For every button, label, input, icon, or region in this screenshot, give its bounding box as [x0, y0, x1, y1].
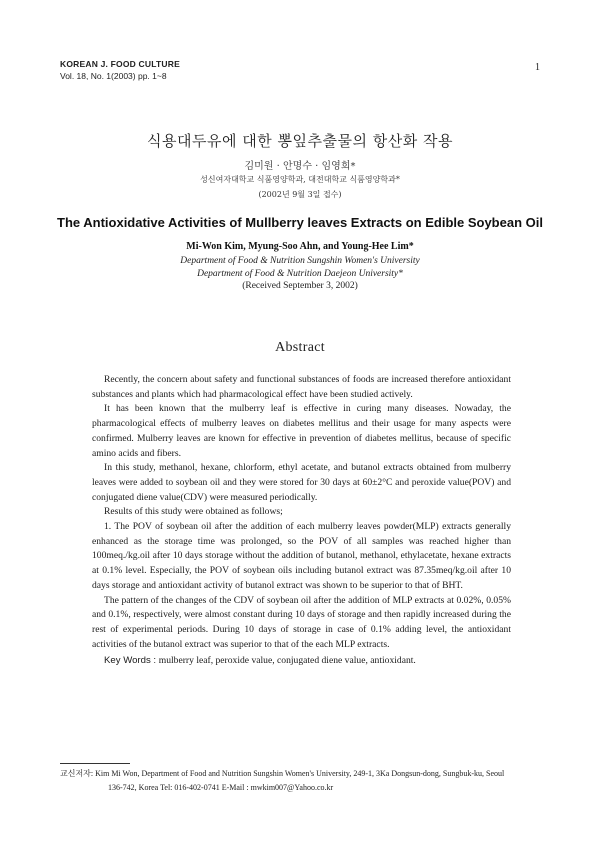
journal-name: KOREAN J. FOOD CULTURE — [60, 59, 180, 69]
footnote-divider — [60, 763, 130, 764]
page-number: 1 — [535, 62, 540, 73]
footnote-label: 교신저자: — [60, 769, 96, 778]
abstract-paragraph: The pattern of the changes of the CDV of soybean oil after the addition of MLP extracts at 0.02%, 0.05% and 0.1%, respectively, were almost constant during 10 days of storage and then rapidly increased during the rest of experimental periods. During 10 days of storage in case of 0.1% adding level, the antioxidant activities of the butanol extract was superior to that of the each MLP extracts. — [92, 594, 511, 650]
korean-affiliation: 성신여자대학교 식품영양학과, 대전대학교 식품영양학과* — [200, 175, 400, 184]
korean-title: 식용대두유에 대한 뽕잎추출물의 항산화 작용 — [147, 132, 453, 150]
volume-info: Vol. 18, No. 1(2003) pp. 1~8 — [60, 71, 167, 81]
footnote-text-1: Kim Mi Won, Department of Food and Nutrition Sungshin Women's University, 249-1, 3Ka Dongsun-dong, Sungbuk-ku, Seoul — [95, 769, 505, 778]
footnote-line-2: 136-742, Korea Tel: 016-402-0741 E-Mail : mwkim007@Yahoo.co.kr — [108, 783, 334, 792]
footnote-line-1 — [60, 767, 550, 781]
english-affiliation-1: Department of Food & Nutrition Sungshin Women's University — [180, 256, 420, 266]
abstract-body — [92, 373, 511, 669]
keywords-text: mulberry leaf, peroxide value, conjugated diene value, antioxidant. — [158, 655, 416, 667]
abstract-paragraph: 1. The POV of soybean oil after the addition of each mulberry leaves powder(MLP) extracts generally enhanced as the storage time was prolonged, so the POV of all samples was reached higher than 100meq./kg.oil after 10 days storage without the addition of butanol, methanol, ethylacetate, hexane extracts at 0.1% level. Especially, the POV of soybean oils including butanol extract was 87.35meq/kg.oil after 10 days storage and antioxidant activity of butanol extract was shown to be superior to that of BHT. — [92, 521, 511, 591]
korean-authors: 김미원 · 안명수 · 임영희* — [244, 161, 356, 172]
english-title: The Antioxidative Activities of Mullberry leaves Extracts on Edible Soybean Oil — [57, 215, 543, 230]
abstract-paragraph: Results of this study were obtained as follows; — [104, 506, 283, 518]
english-received-date: (Received September 3, 2002) — [242, 281, 358, 291]
abstract-heading: Abstract — [275, 340, 325, 355]
keywords-line — [92, 654, 511, 669]
footnote — [60, 767, 550, 795]
abstract-paragraph: Recently, the concern about safety and functional substances of foods are increased therefore antioxidant substances and plants which had pharmacological effect have been studied actively. — [92, 374, 511, 400]
korean-received-date: (2002년 9월 3일 접수) — [258, 190, 342, 199]
english-affiliation-2: Department of Food & Nutrition Daejeon University* — [197, 269, 403, 279]
abstract-paragraph: In this study, methanol, hexane, chlorform, ethyl acetate, and butanol extracts obtained from mulberry leaves were added to soybean oil and they were stored for 30 days at 60±2°C and peroxide value(POV) and conjugated diene value(CDV) were measured periodically. — [92, 462, 511, 503]
keywords-label: Key Words : — [104, 655, 159, 667]
journal-header — [60, 58, 180, 82]
english-authors: Mi-Won Kim, Myung-Soo Ahn, and Young-Hee Lim* — [186, 241, 414, 252]
abstract-paragraph: It has been known that the mulberry leaf is effective in curing many diseases. Nowaday, the pharmacological effects of mulberry leaves on diabetes mellitus and their usage for many aspects were confirmed. Mulberry leaves are known for effective in prevention of diabetes mellitus, because of specific amino acids and fibers. — [92, 403, 511, 459]
